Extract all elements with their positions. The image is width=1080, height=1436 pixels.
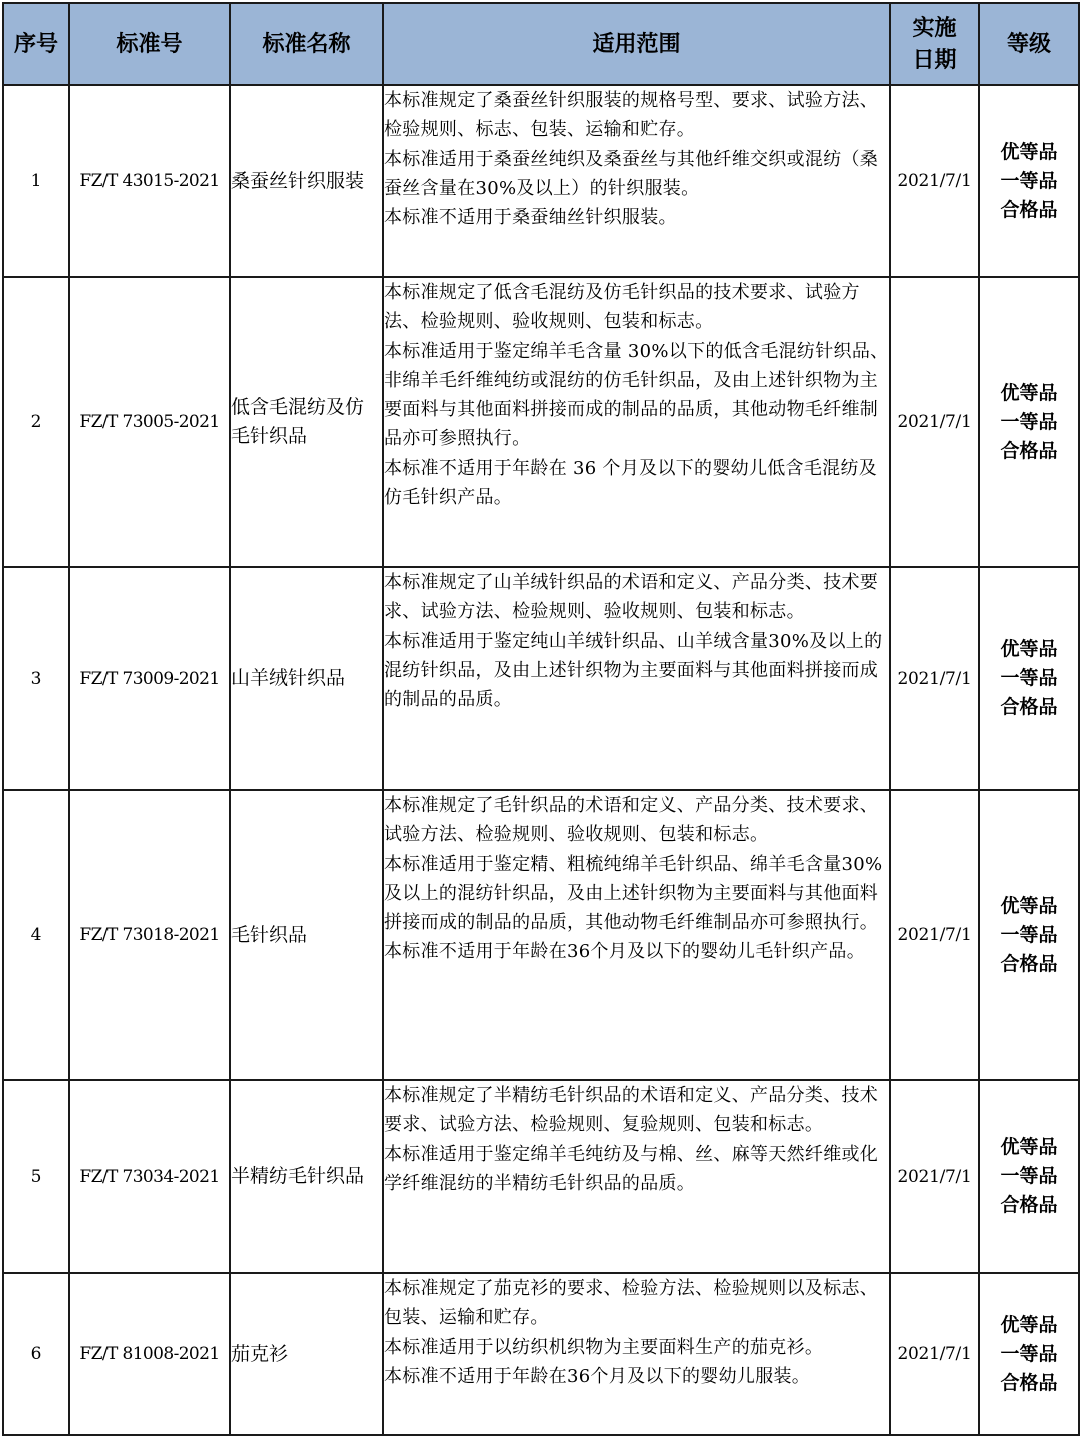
grade-cell [979, 277, 1079, 567]
standard-code: FZ/T 73034-2021 [69, 1080, 230, 1273]
header-date-line1: 实施 [912, 15, 957, 41]
row-number: 6 [3, 1273, 69, 1435]
effective-date: 2021/7/1 [890, 790, 979, 1080]
grade-cell [979, 567, 1079, 790]
table-row [3, 1273, 1079, 1435]
standard-name: 低含毛混纺及仿毛针织品 [230, 277, 383, 567]
scope-paragraph: 本标准不适用于桑蚕䌷丝针织服装。 [384, 207, 677, 229]
grade-item: 合格品 [1000, 952, 1058, 975]
scope-paragraph: 本标准不适用于年龄在36个月及以下的婴幼儿服装。 [384, 1365, 811, 1387]
standard-code: FZ/T 73009-2021 [69, 567, 230, 790]
scope-paragraph: 本标准规定了山羊绒针织品的术语和定义、产品分类、技术要求、试验方法、检验规则、验收规则、包装和标志。 [384, 572, 879, 623]
scope-paragraph: 本标准适用于鉴定精、粗梳纯绵羊毛针织品、绵羊毛含量30%及以上的混纺针织品，及由上述针织物为主要面料与其他面料拼接而成的制品的品质，其他动物毛纤维制品亦可参照执行。 [384, 853, 883, 934]
standard-name: 山羊绒针织品 [230, 567, 383, 790]
scope-cell [383, 1080, 890, 1273]
effective-date: 2021/7/1 [890, 277, 979, 567]
header-date [890, 3, 979, 85]
scope-paragraph: 本标准规定了茄克衫的要求、检验方法、检验规则以及标志、包装、运输和贮存。 [384, 1278, 879, 1329]
grade-item: 优等品 [1000, 894, 1058, 917]
grade-item: 优等品 [1000, 638, 1058, 660]
grade-item: 一等品 [1000, 667, 1058, 689]
scope-paragraph: 本标准适用于鉴定纯山羊绒针织品、山羊绒含量30%及以上的混纺针织品，及由上述针织物为主要面料与其他面料拼接而成的制品的品质。 [384, 630, 883, 711]
standard-name: 半精纺毛针织品 [230, 1080, 383, 1273]
grade-item: 一等品 [1000, 169, 1058, 192]
effective-date: 2021/7/1 [890, 1080, 979, 1273]
header-name: 标准名称 [230, 3, 383, 85]
grade-item: 一等品 [1000, 1165, 1058, 1187]
header-date-line2: 日期 [912, 47, 957, 73]
standard-code: FZ/T 43015-2021 [69, 85, 230, 277]
scope-paragraph: 本标准规定了桑蚕丝针织服装的规格号型、要求、试验方法、检验规则、标志、包装、运输和贮存。 [384, 90, 879, 141]
effective-date: 2021/7/1 [890, 567, 979, 790]
grade-item: 合格品 [1000, 1371, 1058, 1394]
grade-item: 合格品 [1000, 198, 1058, 221]
table-row [3, 277, 1079, 567]
header-no: 序号 [3, 3, 69, 85]
standards-table [2, 2, 1080, 1436]
scope-cell [383, 790, 890, 1080]
table-row [3, 1080, 1079, 1273]
row-number: 1 [3, 85, 69, 277]
grade-item: 优等品 [1000, 1313, 1058, 1336]
standard-code: FZ/T 81008-2021 [69, 1273, 230, 1435]
row-number: 5 [3, 1080, 69, 1273]
header-scope: 适用范围 [383, 3, 890, 85]
standard-code: FZ/T 73018-2021 [69, 790, 230, 1080]
scope-paragraph: 本标准适用于鉴定绵羊毛纯纺及与棉、丝、麻等天然纤维或化学纤维混纺的半精纺毛针织品的品质。 [384, 1143, 879, 1194]
effective-date: 2021/7/1 [890, 1273, 979, 1435]
scope-paragraph: 本标准规定了低含毛混纺及仿毛针织品的技术要求、试验方法、检验规则、验收规则、包装和标志。 [384, 282, 860, 333]
grade-item: 优等品 [1000, 140, 1058, 163]
standard-name: 毛针织品 [230, 790, 383, 1080]
header-grade: 等级 [979, 3, 1079, 85]
scope-cell [383, 1273, 890, 1435]
table-row [3, 85, 1079, 277]
grade-item: 优等品 [1000, 1136, 1058, 1158]
grade-cell [979, 790, 1079, 1080]
standard-name: 桑蚕丝针织服装 [230, 85, 383, 277]
scope-paragraph: 本标准不适用于年龄在36个月及以下的婴幼儿毛针织产品。 [384, 941, 866, 963]
scope-cell [383, 567, 890, 790]
scope-paragraph: 本标准适用于以纺织机织物为主要面料生产的茄克衫。 [384, 1336, 824, 1358]
grade-item: 优等品 [1000, 381, 1058, 404]
scope-paragraph: 本标准适用于桑蚕丝纯织及桑蚕丝与其他纤维交织或混纺（桑蚕丝含量在30%及以上）的针织服装。 [384, 148, 879, 199]
standard-code: FZ/T 73005-2021 [69, 277, 230, 567]
row-number: 3 [3, 567, 69, 790]
standard-name: 茄克衫 [230, 1273, 383, 1435]
grade-cell [979, 1080, 1079, 1273]
grade-item: 一等品 [1000, 923, 1058, 946]
grade-item: 一等品 [1000, 1342, 1058, 1365]
table-row [3, 790, 1079, 1080]
header-code: 标准号 [69, 3, 230, 85]
grade-cell [979, 1273, 1079, 1435]
row-number: 2 [3, 277, 69, 567]
scope-cell [383, 277, 890, 567]
grade-item: 合格品 [1000, 439, 1058, 462]
grade-cell [979, 85, 1079, 277]
scope-paragraph: 本标准不适用于年龄在 36 个月及以下的婴幼儿低含毛混纺及仿毛针织产品。 [384, 457, 878, 509]
table-row [3, 567, 1079, 790]
scope-paragraph: 本标准适用于鉴定绵羊毛含量 30%以下的低含毛混纺针织品、非绵羊毛纤维纯纺或混纺的仿毛针织品，及由上述针织物为主要面料与其他面料拼接而成的制品的品质，其他动物毛纤维制品亦可参照执行。 [384, 340, 889, 450]
grade-item: 合格品 [1000, 1194, 1058, 1216]
effective-date: 2021/7/1 [890, 85, 979, 277]
header-row [3, 3, 1079, 85]
row-number: 4 [3, 790, 69, 1080]
grade-item: 合格品 [1000, 696, 1058, 718]
scope-paragraph: 本标准规定了半精纺毛针织品的术语和定义、产品分类、技术要求、试验方法、检验规则、复验规则、包装和标志。 [384, 1085, 879, 1136]
scope-paragraph: 本标准规定了毛针织品的术语和定义、产品分类、技术要求、试验方法、检验规则、验收规则、包装和标志。 [384, 795, 879, 846]
scope-cell [383, 85, 890, 277]
grade-item: 一等品 [1000, 410, 1058, 433]
